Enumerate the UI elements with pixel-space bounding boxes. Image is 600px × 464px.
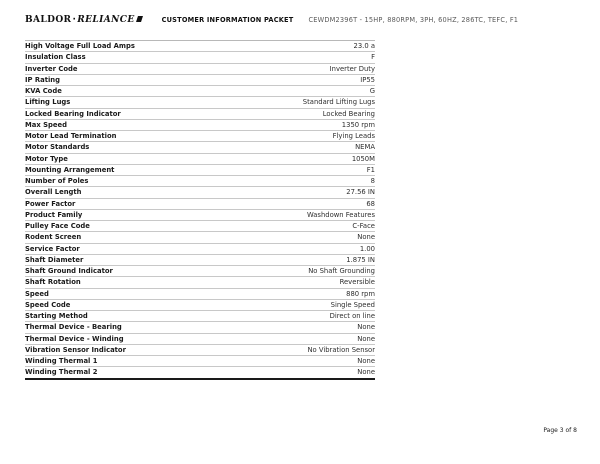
row-label: Shaft Ground Indicator [25,267,113,276]
row-label: Thermal Device - Winding [25,334,124,343]
row-value: No Vibration Sensor [307,345,375,354]
row-value: 68 [366,199,375,208]
logo-baldor-text: BALDOR [25,15,72,25]
row-value: None [357,323,375,332]
row-label: Winding Thermal 1 [25,357,98,366]
table-row [25,131,375,142]
row-value: Standard Lifting Lugs [302,98,375,107]
row-label: KVA Code [25,87,62,96]
logo-reliance-text: RELIANCE [77,15,135,25]
table-row [25,75,375,86]
row-label: Speed Code [25,300,71,309]
row-value: 23.0 a [353,42,375,51]
row-label: Overall Length [25,188,82,197]
row-label: Service Factor [25,244,80,253]
table-row [25,289,375,300]
row-value: Washdown Features [306,210,375,219]
row-label: Shaft Rotation [25,278,81,287]
row-label: Motor Lead Termination [25,132,117,141]
product-spec-line: CEWDM2396T - 15HP, 880RPM, 3PH, 60HZ, 286TC, TEFC, F1 [308,16,519,24]
table-row [25,311,375,322]
table-row [25,142,375,153]
logo-flag-icon [136,16,143,22]
table-row [25,345,375,356]
row-label: Vibration Sensor Indicator [25,345,126,354]
table-row [25,221,375,232]
table-row [25,322,375,333]
row-label: Winding Thermal 2 [25,368,98,377]
row-label: Pulley Face Code [25,222,90,231]
row-value: Locked Bearing [322,109,375,118]
logo-separator: · [72,15,77,25]
row-value: IP55 [360,75,375,84]
row-label: Motor Type [25,154,68,163]
table-row [25,210,375,221]
row-label: Starting Method [25,312,88,321]
table-row [25,86,375,97]
table-row [25,97,375,108]
page-indicator: Page 3 of 8 [543,427,577,434]
table-row [25,165,375,176]
table-row [25,41,375,52]
table-row [25,300,375,311]
row-label: Motor Standards [25,143,90,152]
row-value: G [369,87,375,96]
row-value: Single Speed [330,300,375,309]
row-value: F1 [366,165,375,174]
table-row [25,367,375,379]
spec-table [25,40,375,380]
table-row [25,199,375,210]
table-row [25,176,375,187]
page-header [25,14,577,26]
row-value: 1.00 [359,244,375,253]
baldor-reliance-logo [25,15,142,25]
table-row [25,120,375,131]
row-label: Locked Bearing Indicator [25,109,121,118]
row-value: Flying Leads [332,132,375,141]
row-label: IP Rating [25,75,60,84]
row-value: Direct on line [329,312,375,321]
row-value: None [357,233,375,242]
table-row [25,356,375,367]
row-value: 880 rpm [346,289,375,298]
table-row [25,244,375,255]
row-label: Thermal Device - Bearing [25,323,122,332]
row-label: Number of Poles [25,177,89,186]
row-label: Rodent Screen [25,233,82,242]
table-row [25,255,375,266]
row-value: 1350 rpm [341,120,375,129]
table-row [25,232,375,243]
document-title: CUSTOMER INFORMATION PACKET [161,16,294,24]
row-label: Lifting Lugs [25,98,71,107]
row-label: Inverter Code [25,64,78,73]
row-value: 27.56 IN [346,188,375,197]
table-row [25,277,375,288]
row-value: 1050M [351,154,375,163]
row-label: Shaft Diameter [25,255,84,264]
table-row [25,52,375,63]
row-label: High Voltage Full Load Amps [25,42,135,51]
row-value: C-Face [352,222,375,231]
row-value: 8 [370,177,375,186]
table-row [25,64,375,75]
row-value: No Shaft Grounding [308,267,375,276]
row-value: None [357,368,375,377]
row-value: Inverter Duty [329,64,375,73]
table-row [25,187,375,198]
row-value: None [357,334,375,343]
row-value: Reversible [339,278,375,287]
table-row [25,334,375,345]
table-row [25,266,375,277]
table-row [25,109,375,120]
row-value: F [371,53,375,62]
row-value: None [357,357,375,366]
row-value: NEMA [355,143,375,152]
row-label: Speed [25,289,49,298]
row-label: Product Family [25,210,83,219]
row-label: Max Speed [25,120,67,129]
row-value: 1.875 IN [346,255,375,264]
row-label: Insulation Class [25,53,86,62]
row-label: Mounting Arrangement [25,165,115,174]
row-label: Power Factor [25,199,76,208]
table-row [25,154,375,165]
